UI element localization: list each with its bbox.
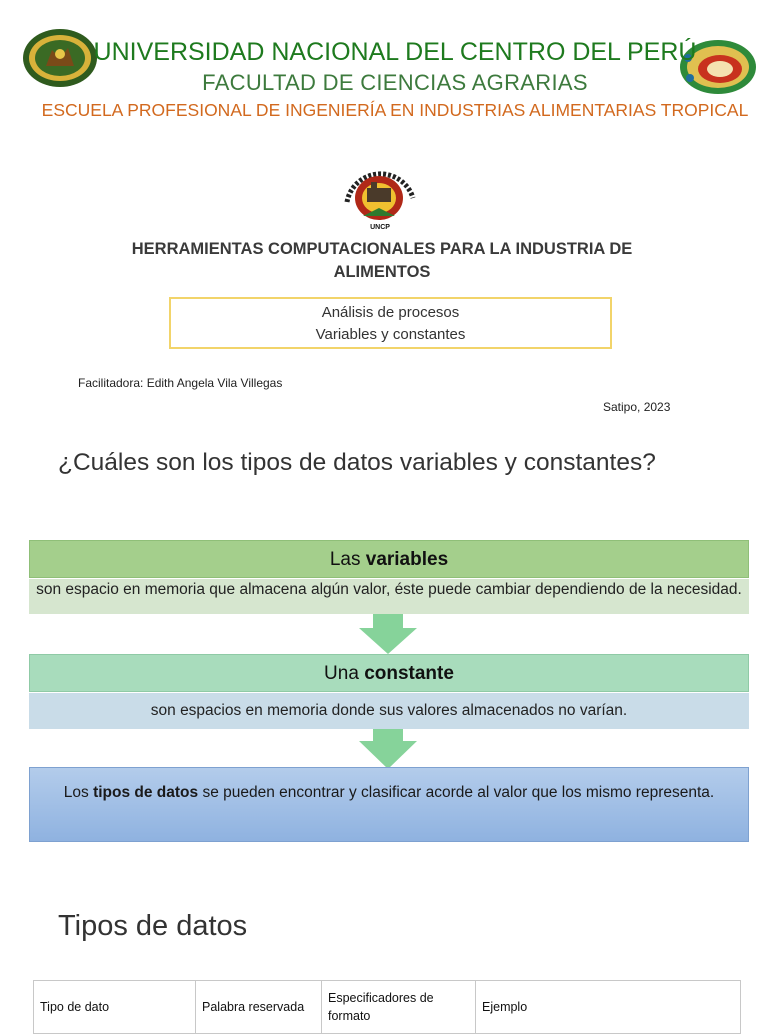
down-arrow-icon — [359, 729, 417, 769]
topic-box — [169, 297, 612, 349]
constant-band-keyword: constante — [364, 663, 454, 684]
constant-band-prefix: Una — [324, 663, 365, 684]
section-heading-data-types: Tipos de datos — [58, 910, 248, 942]
school-logo-text: UNCP — [370, 224, 390, 230]
school-title: ESCUELA PROFESIONAL DE INGENIERÍA EN INDUSTRIAS ALIMENTARIAS TROPICAL — [41, 100, 749, 120]
constant-band-description: son espacios en memoria donde sus valores almacenados no varían. — [29, 693, 749, 729]
university-title: UNIVERSIDAD NACIONAL DEL CENTRO DEL PERÚ — [93, 38, 697, 66]
table-header-row — [34, 981, 741, 1034]
data-types-prefix: Los — [63, 784, 94, 801]
table-header-cell: Ejemplo — [476, 981, 741, 1034]
variables-band-prefix: Las — [329, 549, 366, 570]
variables-band-keyword: variables — [365, 549, 449, 570]
data-types-suffix: se pueden encontrar y clasificar acorde al valor que los mismo representa. — [198, 784, 715, 801]
table-header-cell: Palabra reservada — [196, 981, 322, 1034]
constant-band-title — [29, 654, 749, 692]
topic-line-1: Análisis de procesos — [321, 304, 460, 321]
variables-band-description: son espacio en memoria que almacena algún valor, éste puede cambiar dependiendo de la necesidad. — [29, 579, 749, 614]
school-logo — [333, 158, 427, 230]
down-arrow-icon — [359, 614, 417, 654]
data-types-band — [29, 767, 749, 842]
course-title: HERRAMIENTAS COMPUTACIONALES PARA LA INDUSTRIA DE ALIMENTOS — [131, 240, 633, 281]
facilitator-text: Facilitadora: Edith Angela Vila Villegas — [78, 376, 283, 390]
data-types-keyword: tipos de datos — [93, 784, 199, 801]
table-header-cell: Especificadores de formato — [322, 981, 476, 1034]
section-heading-question: ¿Cuáles son los tipos de datos variables y constantes? — [58, 449, 656, 476]
topic-line-2: Variables y constantes — [315, 326, 466, 343]
table-header-cell: Tipo de dato — [34, 981, 196, 1034]
place-date-text: Satipo, 2023 — [603, 400, 671, 414]
data-types-table — [33, 980, 741, 1034]
variables-band-title — [29, 540, 749, 578]
faculty-title: FACULTAD DE CIENCIAS AGRARIAS — [202, 70, 588, 95]
